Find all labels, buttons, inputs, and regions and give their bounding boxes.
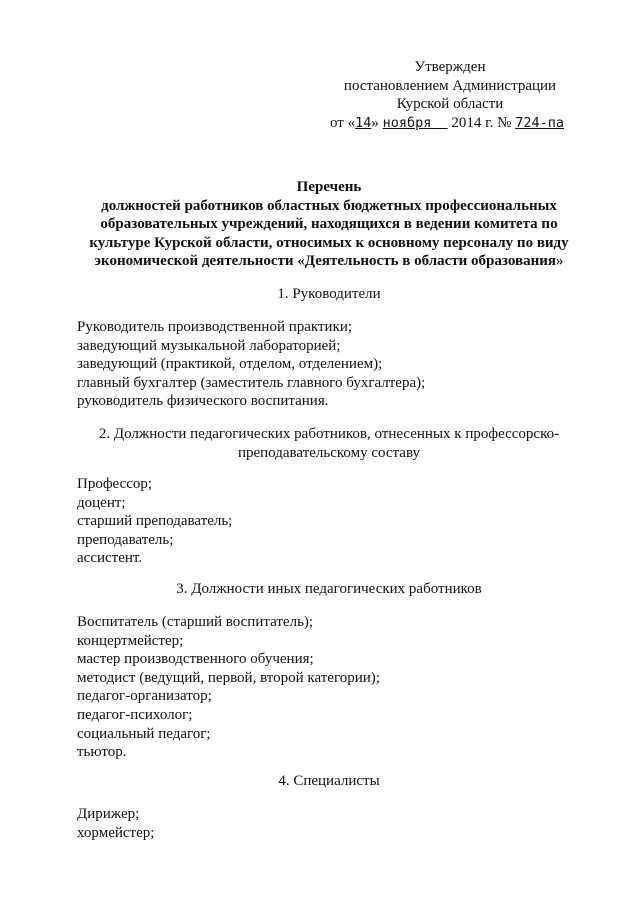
section-heading-4-text: 4. Специалисты	[278, 773, 380, 789]
title-line-5: экономической деятельности «Деятельность в области образования»	[94, 253, 564, 269]
section-heading-1	[64, 285, 594, 304]
title-line-3: образовательных учреждений, находящихся в ведении комитета по	[100, 216, 558, 232]
list-item: Дирижер;	[77, 806, 140, 822]
section-heading-3-text: 3. Должности иных педагогических работников	[176, 581, 482, 597]
approval-line-resolution: постановлением Администрации	[343, 77, 557, 94]
list-item: заведующий (практикой, отделом, отделением);	[77, 356, 383, 373]
date-month: ноября	[382, 114, 432, 131]
section-heading-2	[64, 425, 594, 463]
section-list-3	[77, 613, 597, 762]
list-item: Воспитатель (старший воспитатель);	[77, 614, 314, 630]
resolution-number: 724-па	[515, 114, 564, 131]
title-line-4: культуре Курской области, относимых к основному персоналу по виду	[89, 234, 569, 251]
approval-line-region: Курской области	[396, 96, 504, 112]
section-list-4	[77, 805, 597, 842]
list-item: тьютор.	[77, 744, 127, 761]
list-item: преподаватель;	[77, 531, 174, 548]
date-year-number-label: 2014 г. №	[451, 114, 512, 131]
title-line-1: Перечень	[296, 179, 362, 195]
list-item: педагог-психолог;	[77, 706, 193, 723]
list-item: доцент;	[77, 494, 126, 511]
list-item: руководитель физического воспитания.	[77, 393, 329, 410]
approval-line-approved: Утвержден	[414, 59, 486, 75]
list-item: педагог-организатор;	[77, 688, 212, 705]
list-item: хормейстер;	[77, 824, 155, 841]
section-list-1	[77, 318, 597, 411]
section-list-2	[77, 475, 597, 568]
list-item: концертмейстер;	[77, 632, 184, 649]
title-line-2: должностей работников областных бюджетных профессиональных	[101, 197, 557, 214]
list-item: мастер производственного обучения;	[77, 651, 314, 668]
section-heading-2-line-2: преподавательскому составу	[237, 445, 421, 461]
list-item: ассистент.	[77, 550, 143, 567]
approval-date-line	[300, 114, 600, 133]
section-heading-2-line-1: 2. Должности педагогических работников, отнесенных к профессорско-	[98, 426, 560, 442]
date-day: 14	[355, 114, 372, 131]
list-item: социальный педагог;	[77, 725, 211, 742]
list-item: заведующий музыкальной лабораторией;	[77, 337, 341, 354]
date-day-suffix: »	[371, 114, 379, 131]
list-item: старший преподаватель;	[77, 513, 233, 530]
date-prefix: от «	[330, 114, 356, 131]
list-item: главный бухгалтер (заместитель главного бухгалтера);	[77, 374, 426, 391]
list-item: Профессор;	[77, 476, 153, 492]
section-heading-3	[64, 580, 594, 599]
approval-block	[300, 58, 600, 132]
section-heading-1-text: 1. Руководители	[277, 286, 381, 302]
list-item: методист (ведущий, первой, второй категории);	[77, 669, 380, 686]
list-item: Руководитель производственной практики;	[77, 319, 353, 335]
document-title	[64, 178, 594, 271]
section-heading-4	[64, 772, 594, 791]
